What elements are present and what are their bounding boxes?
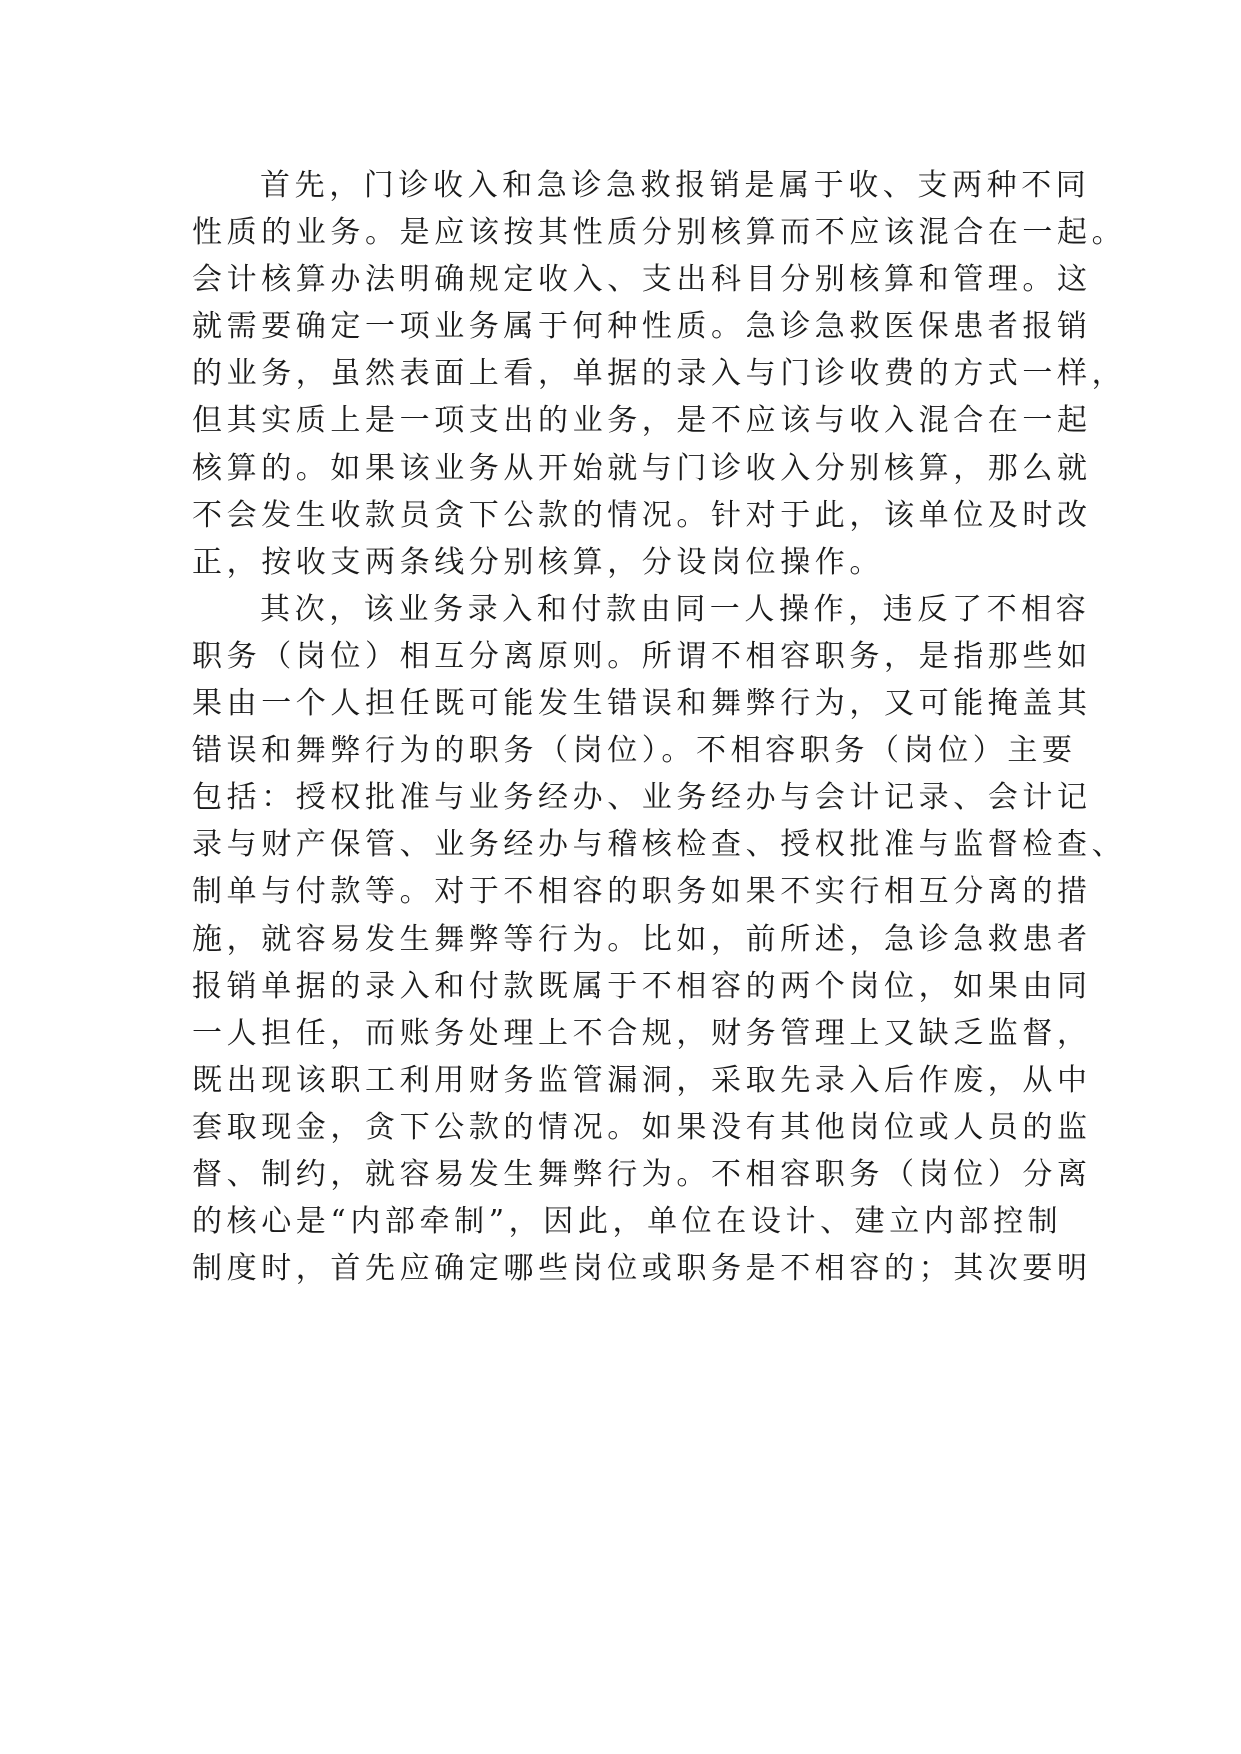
- paragraph-2: [192, 586, 1127, 1292]
- text-line: 一人担任，而账务处理上不合规，财务管理上又缺乏监督，: [192, 1015, 1092, 1051]
- text-line: 职务（岗位）相互分离原则。所谓不相容职务，是指那些如: [192, 638, 1092, 674]
- text-line: 会计核算办法明确规定收入、支出科目分别核算和管理。这: [192, 262, 1092, 298]
- text-line: 报销单据的录入和付款既属于不相容的两个岗位，如果由同: [192, 968, 1092, 1004]
- text-line: 套取现金，贪下公款的情况。如果没有其他岗位或人员的监: [192, 1109, 1092, 1145]
- text-line: 但其实质上是一项支出的业务，是不应该与收入混合在一起: [192, 403, 1092, 439]
- text-line: 果由一个人担任既可能发生错误和舞弊行为，又可能掩盖其: [192, 686, 1092, 722]
- text-line: 性质的业务。是应该按其性质分别核算而不应该混合在一起。: [192, 215, 1127, 251]
- text-line: 制单与付款等。对于不相容的职务如果不实行相互分离的措: [192, 874, 1092, 910]
- text-line: 错误和舞弊行为的职务（岗位）。不相容职务（岗位）主要: [192, 733, 1077, 769]
- text-line: 正，按收支两条线分别核算，分设岗位操作。: [192, 544, 884, 580]
- text-line: 制度时，首先应确定哪些岗位或职务是不相容的；其次要明: [192, 1251, 1092, 1287]
- paragraph-1: [192, 162, 1127, 586]
- text-line: 就需要确定一项业务属于何种性质。急诊急救医保患者报销: [192, 309, 1092, 345]
- text-line: 核算的。如果该业务从开始就与门诊收入分别核算，那么就: [192, 450, 1092, 486]
- text-line: 的业务，虽然表面上看，单据的录入与门诊收费的方式一样，: [192, 356, 1127, 392]
- text-line: 其次，该业务录入和付款由同一人操作，违反了不相容: [260, 591, 1091, 627]
- text-line: 施，就容易发生舞弊等行为。比如，前所述，急诊急救患者: [192, 921, 1092, 957]
- text-line: 录与财产保管、业务经办与稽核检查、授权批准与监督检查、: [192, 827, 1127, 863]
- text-line: 督、制约，就容易发生舞弊行为。不相容职务（岗位）分离: [192, 1156, 1092, 1192]
- document-body: [192, 162, 1127, 1292]
- text-line: 的核心是“内部牵制”，因此，单位在设计、建立内部控制: [192, 1204, 1063, 1240]
- text-line: 包括：授权批准与业务经办、业务经办与会计记录、会计记: [192, 780, 1092, 816]
- text-line: 不会发生收款员贪下公款的情况。针对于此，该单位及时改: [192, 497, 1092, 533]
- text-line: 首先，门诊收入和急诊急救报销是属于收、支两种不同: [260, 168, 1091, 203]
- text-line: 既出现该职工利用财务监管漏洞，采取先录入后作废，从中: [192, 1062, 1092, 1098]
